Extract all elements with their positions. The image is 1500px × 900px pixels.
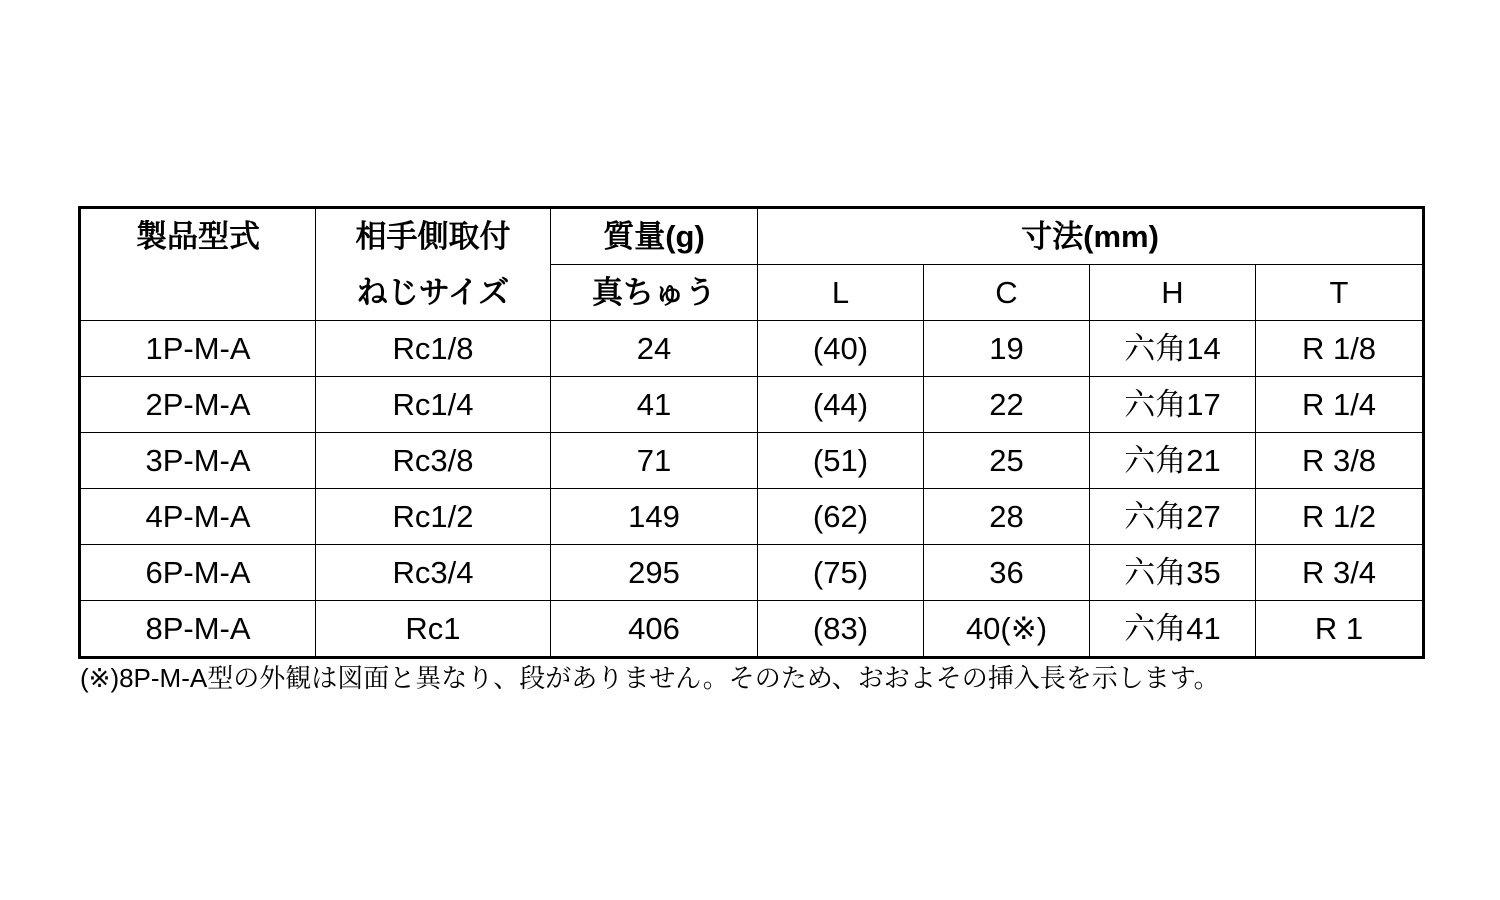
header-mass-line1: 質量(g): [551, 208, 758, 265]
cell-dim-l: (62): [758, 489, 924, 545]
header-thread-line1: 相手側取付: [316, 208, 551, 265]
cell-dim-t: R 1: [1256, 601, 1424, 658]
header-model-empty: [80, 265, 316, 321]
cell-thread: Rc1: [316, 601, 551, 658]
spec-table: [78, 206, 1425, 659]
cell-model: 2P-M-A: [80, 377, 316, 433]
table-row: [80, 377, 1424, 433]
cell-dim-c: 25: [924, 433, 1090, 489]
table-row: [80, 489, 1424, 545]
table-body: [80, 321, 1424, 658]
cell-dim-t: R 1/2: [1256, 489, 1424, 545]
header-mass-line2: 真ちゅう: [551, 265, 758, 321]
cell-dim-c: 22: [924, 377, 1090, 433]
cell-dim-c: 19: [924, 321, 1090, 377]
cell-dim-t: R 3/4: [1256, 545, 1424, 601]
cell-mass: 406: [551, 601, 758, 658]
cell-dim-h: 六角27: [1090, 489, 1256, 545]
cell-dim-l: (51): [758, 433, 924, 489]
cell-mass: 24: [551, 321, 758, 377]
table-row: [80, 321, 1424, 377]
cell-dim-h: 六角41: [1090, 601, 1256, 658]
cell-dim-t: R 3/8: [1256, 433, 1424, 489]
cell-model: 6P-M-A: [80, 545, 316, 601]
cell-mass: 71: [551, 433, 758, 489]
cell-dim-l: (40): [758, 321, 924, 377]
cell-dim-l: (75): [758, 545, 924, 601]
cell-model: 1P-M-A: [80, 321, 316, 377]
footnote: (※)8P-M-A型の外観は図面と異なり、段がありません。そのため、おおよその挿入長を示します。: [80, 663, 1220, 693]
cell-dim-l: (83): [758, 601, 924, 658]
cell-thread: Rc1/4: [316, 377, 551, 433]
cell-model: 8P-M-A: [80, 601, 316, 658]
table-row: [80, 545, 1424, 601]
cell-model: 3P-M-A: [80, 433, 316, 489]
header-dimensions: 寸法(mm): [758, 208, 1424, 265]
cell-dim-t: R 1/8: [1256, 321, 1424, 377]
cell-mass: 41: [551, 377, 758, 433]
table-row: [80, 433, 1424, 489]
header-model: 製品型式: [80, 208, 316, 265]
cell-dim-h: 六角17: [1090, 377, 1256, 433]
cell-dim-l: (44): [758, 377, 924, 433]
header-dim-c: C: [924, 265, 1090, 321]
cell-mass: 149: [551, 489, 758, 545]
header-dim-t: T: [1256, 265, 1424, 321]
header-thread-line2: ねじサイズ: [316, 265, 551, 321]
cell-thread: Rc3/8: [316, 433, 551, 489]
cell-dim-c: 40(※): [924, 601, 1090, 658]
table-row: [80, 601, 1424, 658]
cell-dim-h: 六角21: [1090, 433, 1256, 489]
cell-thread: Rc1/2: [316, 489, 551, 545]
header-dim-l: L: [758, 265, 924, 321]
cell-thread: Rc3/4: [316, 545, 551, 601]
cell-dim-h: 六角14: [1090, 321, 1256, 377]
header-row-2: [80, 265, 1424, 321]
header-dim-h: H: [1090, 265, 1256, 321]
cell-mass: 295: [551, 545, 758, 601]
cell-model: 4P-M-A: [80, 489, 316, 545]
cell-dim-c: 36: [924, 545, 1090, 601]
cell-dim-c: 28: [924, 489, 1090, 545]
header-row-1: [80, 208, 1424, 265]
cell-thread: Rc1/8: [316, 321, 551, 377]
cell-dim-h: 六角35: [1090, 545, 1256, 601]
cell-dim-t: R 1/4: [1256, 377, 1424, 433]
